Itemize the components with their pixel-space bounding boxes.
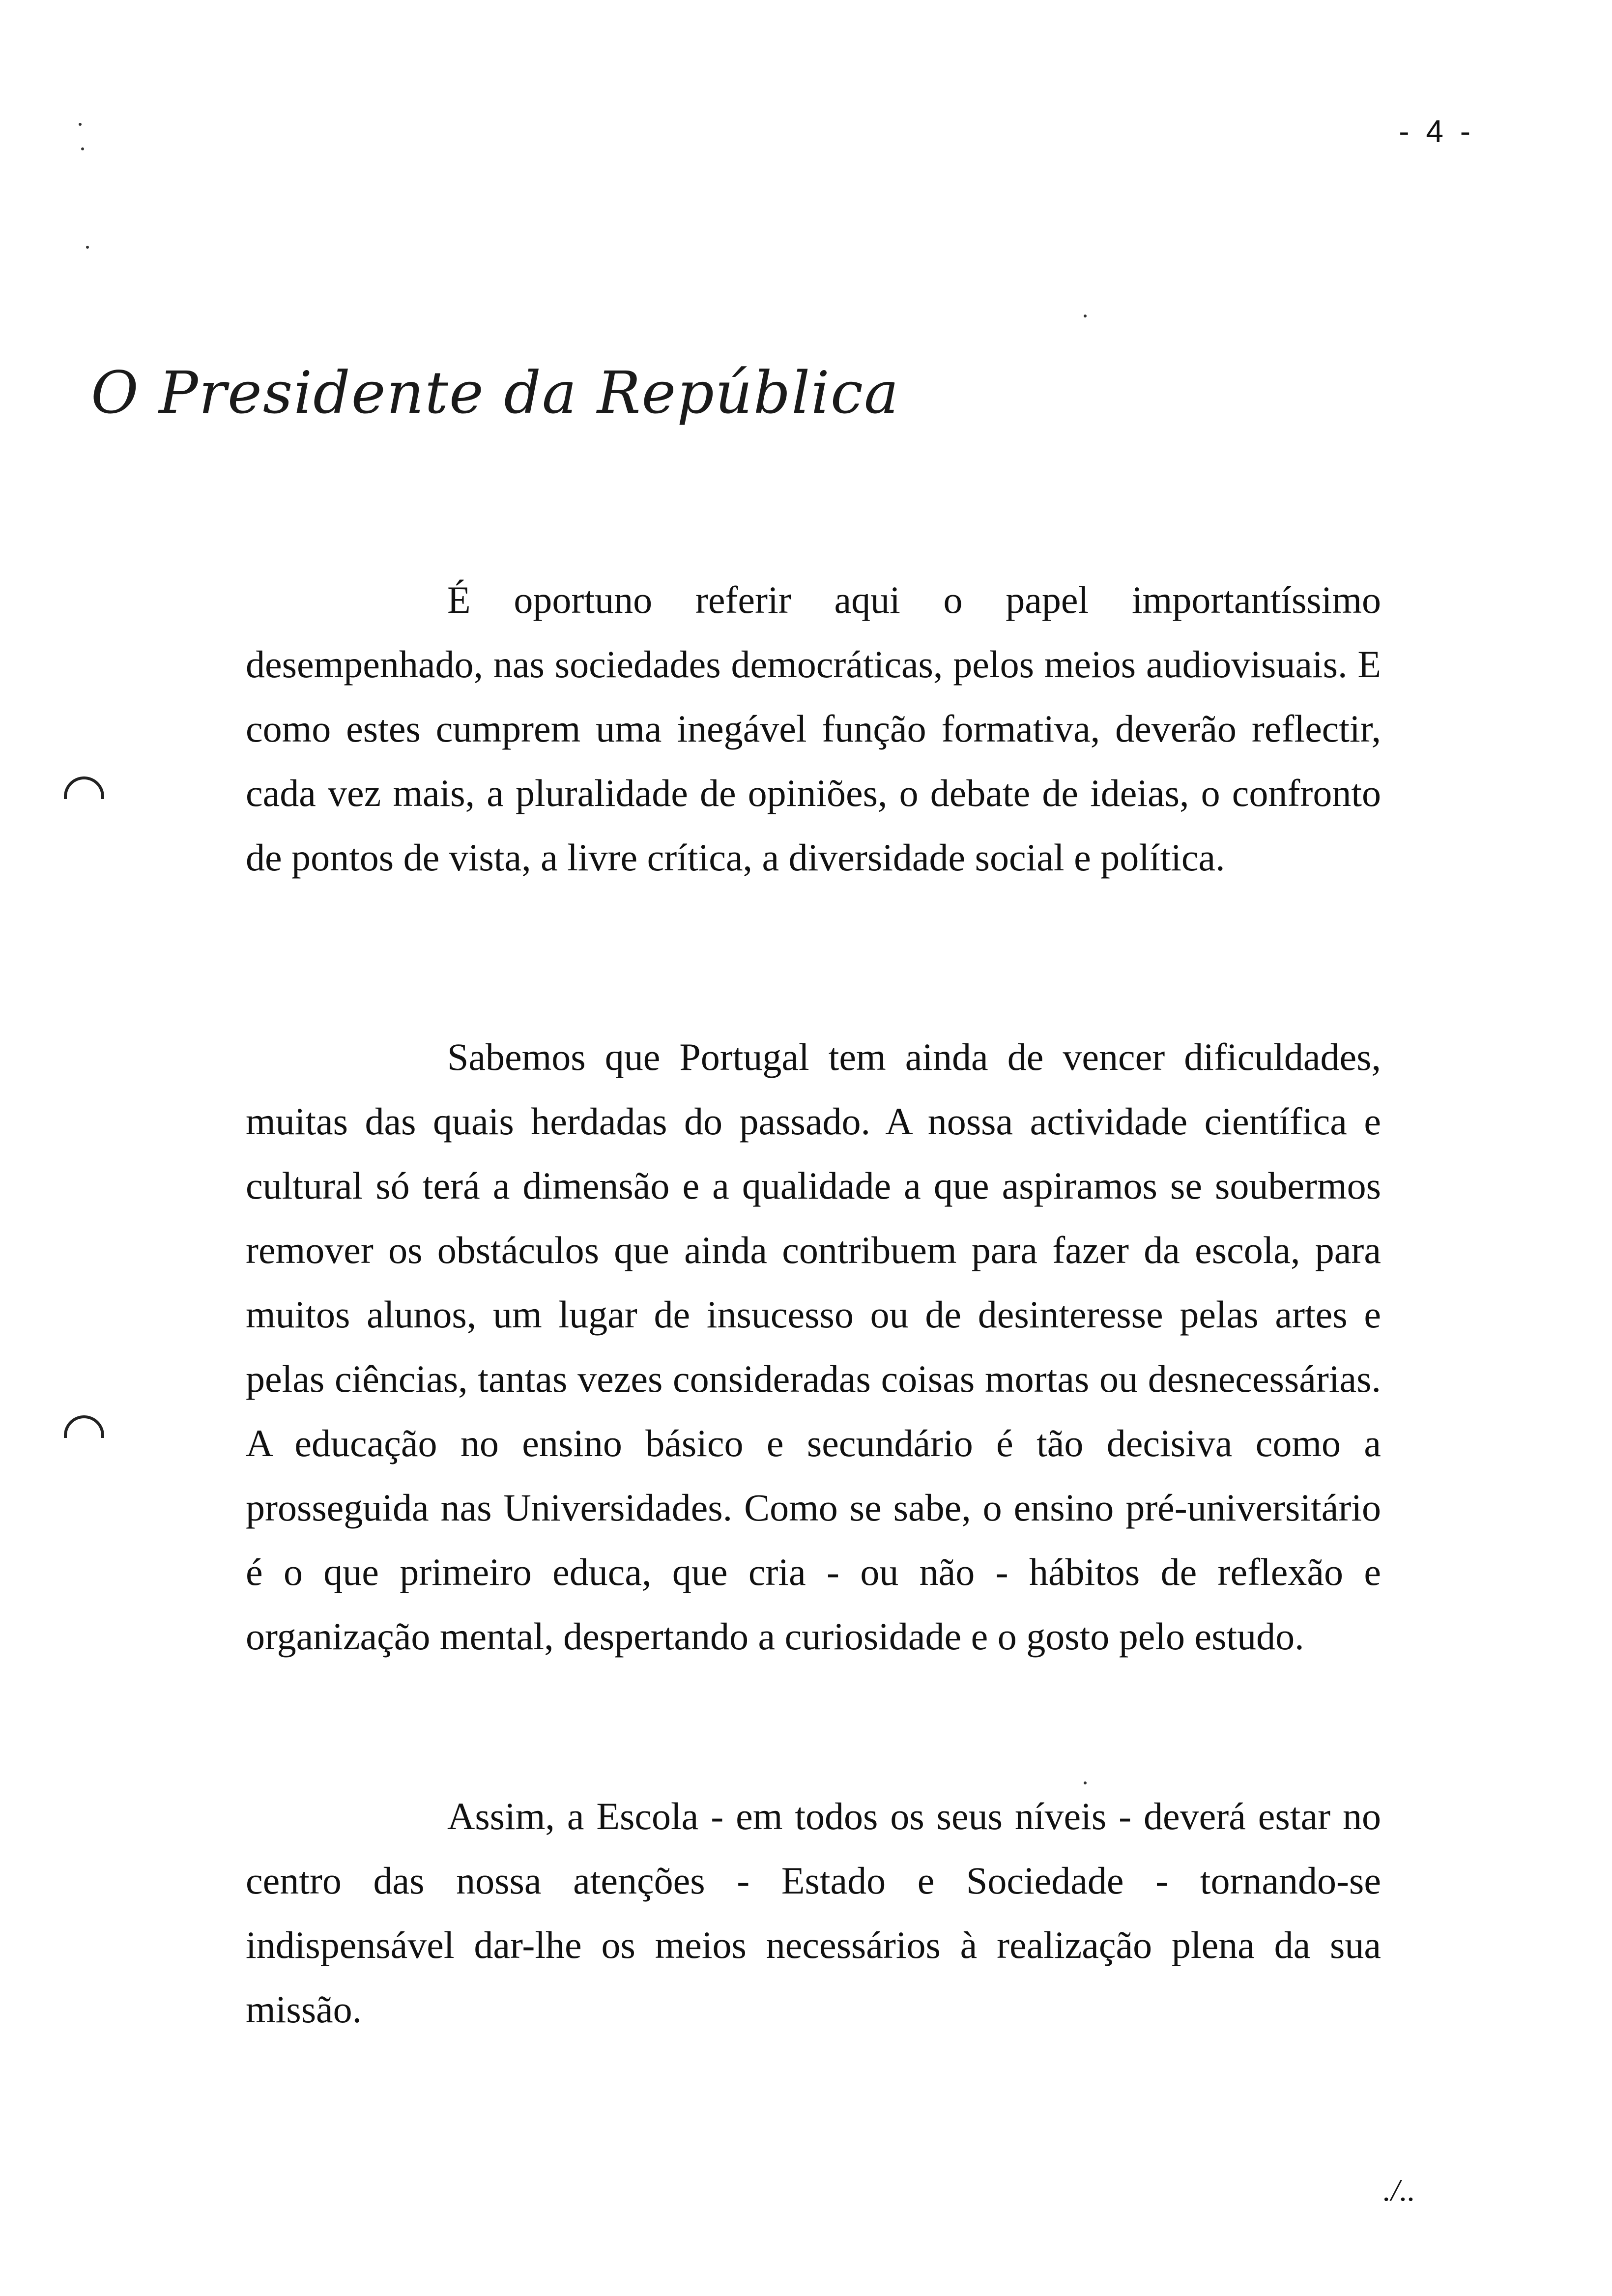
scan-speck	[79, 123, 82, 126]
paragraph-text: Assim, a Escola - em todos os seus níveis - deverá estar no centro das nossa atenções - Estado e Sociedade - tornando-se indispensável dar-lhe os meios necessários à realização plena da sua missão.	[246, 1795, 1381, 2031]
body-paragraph	[246, 1025, 1381, 1668]
punch-hole-mark-upper	[64, 776, 104, 799]
punch-hole-mark-lower	[64, 1415, 104, 1438]
paragraph-text: É oportuno referir aqui o papel importantíssimo desempenhado, nas sociedades democráticas, pelos meios audiovisuais. E como estes cumprem uma inegável função formativa, deverão reflectir, cada vez mais, a pluralidade de opiniões, o debate de ideias, o confronto de pontos de vista, a livre crítica, a diversidade social e política.	[246, 578, 1381, 879]
continuation-mark: ./..	[1383, 2173, 1415, 2208]
body-paragraph	[246, 1784, 1381, 2041]
body-paragraph	[246, 568, 1381, 890]
scan-speck	[1084, 315, 1087, 317]
letterhead-title: O Presidente da República	[91, 359, 900, 427]
scan-speck	[81, 147, 84, 150]
paragraph-text: Sabemos que Portugal tem ainda de vencer dificuldades, muitas das quais herdadas do passado. A nossa actividade científica e cultural só terá a dimensão e a qualidade a que aspiramos se soubermos remover os obstáculos que ainda contribuem para fazer da escola, para muitos alunos, um lugar de insucesso ou de desinteresse pelas artes e pelas ciências, tantas vezes consideradas coisas mortas ou desnecessárias. A educação no ensino básico e secundário é tão decisiva como a prosseguida nas Universidades. Como se sabe, o ensino pré-universitário é o que primeiro educa, que cria - ou não - hábitos de reflexão e organização mental, despertando a curiosidade e o gosto pelo estudo.	[246, 1035, 1381, 1658]
scan-speck	[86, 246, 89, 249]
page-number: - 4 -	[1399, 114, 1474, 149]
